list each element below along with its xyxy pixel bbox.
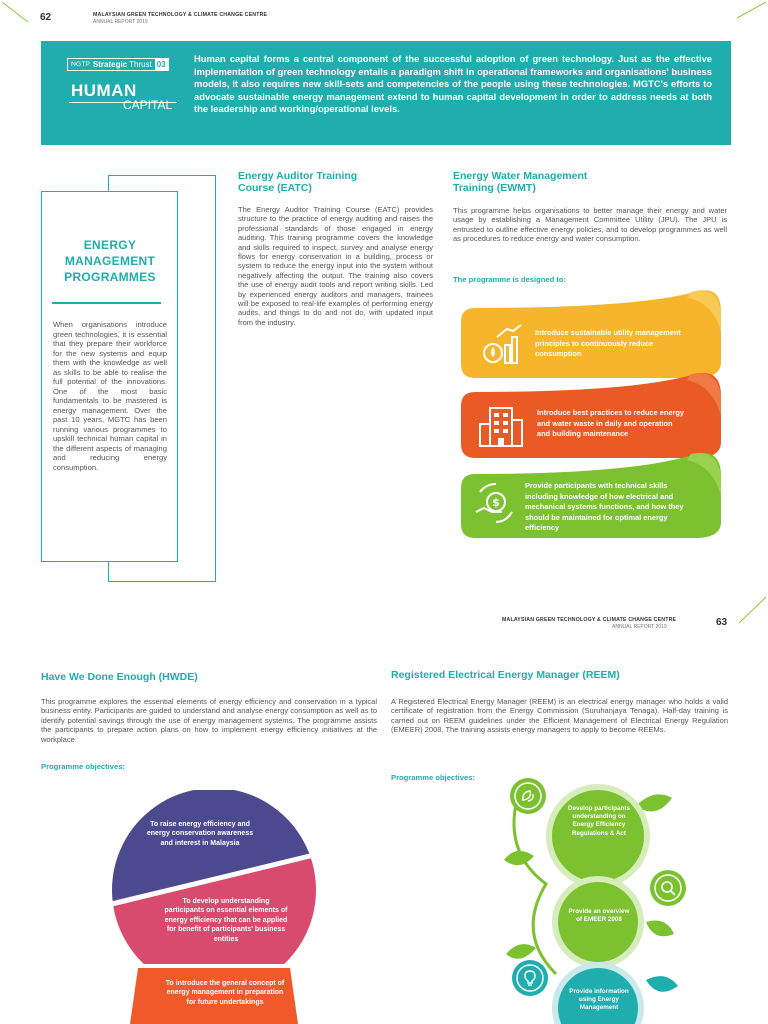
ewmt-title-line1: Energy Water Management (453, 170, 588, 182)
hwde-text: This programme explores the essential elements of energy efficiency and conservation in a typical business entity. Participants are guided to understand and analyse energy consumption as well as to identify potential savings through the use of energy management systems. The programme assists the participants to prepare action plans on how to implement energy efficiency initiatives at the workplace. (41, 697, 377, 744)
eatc-text: The Energy Auditor Training Course (EATC) provides structure to the practice of energy auditing and raises the professional standards of those engaged in energy auditing. This training programme covers the knowledge and skills required to inspect, survey and analyse energy flows for energy conservation in a building, process or system to reduce the energy input into the system without negatively affecting the output. The training also covers the use of energy audit tools and report writing skills. Led by experienced energy auditors and managers, trainees will be exposed to real-life examples of performing energy audits, and things to do and not do, with updated input from the industry. (238, 205, 433, 327)
badge-number: 03 (156, 60, 166, 69)
hand-money-icon (472, 482, 520, 528)
leaf-cycle-icon (518, 786, 538, 806)
em-title-line3: PROGRAMMES (64, 270, 156, 284)
page-number-left: 62 (40, 12, 52, 23)
magnifier-icon (659, 879, 677, 897)
bulb-objective-1: To raise energy efficiency and energy conservation awareness and interest in Malaysia (146, 821, 254, 847)
header-subtitle-left: ANNUAL REPORT 2019 (93, 19, 148, 25)
energy-management-text: When organisations introduce green technologies, it is essential that they prepare their workforce for the new systems and equip them with the knowledge as well as skills to be able to realise the full potential of the innovations. One of the most basic fundamentals to be mastered is energy management. Over the past 10 years, MGTC has been running various programmes to upskill technical human capital in the different aspects of managing and reducing energy consumption. (53, 320, 167, 472)
bulb-objective-3: To introduce the general concept of energy management in preparation for future undertakings (165, 980, 285, 1006)
corner-decoration-mid (735, 595, 768, 625)
banner-title-capital: CAPITAL (123, 98, 173, 112)
reem-objective-1: Develop participants understanding on Energy Efficiency Regulations & Act (568, 805, 630, 837)
badge-strategic: Strategic (92, 60, 128, 69)
badge-thrust: Thrust (129, 60, 152, 69)
box-right-rule (215, 175, 216, 582)
ewmt-heading (453, 170, 713, 194)
eatc-title-line1: Energy Auditor Training (238, 170, 358, 182)
ewmt-title-line2: Training (EWMT) (453, 182, 536, 194)
strategic-thrust-badge (67, 58, 169, 71)
reem-objectives-label: Programme objectives: (391, 773, 475, 782)
ewmt-text: This programme helps organisations to better manage their energy and water usage by establishing a Management Committee Utility (JPU). The JPU is entrusted to outline effective energy policies, and to develop programmes as well as procedures to reduce energy and water consumption. (453, 206, 727, 244)
ribbon-1-text: Introduce sustainable utility management principles to continuously reduce consumption (535, 328, 681, 358)
header-subtitle-right: ANNUAL REPORT 2019 (612, 624, 667, 630)
energy-management-title (52, 237, 168, 285)
header-title-right: MALAYSIAN GREEN TECHNOLOGY & CLIMATE CHANGE CENTRE (502, 617, 677, 623)
box-left-rule-bottom (108, 562, 109, 582)
hwde-objectives-label: Programme objectives: (41, 762, 125, 771)
energy-management-rule (52, 302, 161, 304)
box-top-rule (108, 175, 216, 176)
ewmt-designed-label: The programme is designed to: (453, 275, 567, 284)
page-number-right: 63 (716, 617, 728, 628)
utility-chart-icon (479, 323, 525, 367)
corner-decoration (0, 0, 32, 26)
human-capital-banner (41, 41, 731, 145)
bulb-idea-icon (520, 968, 540, 988)
badge-ngtp: NGTP (71, 61, 90, 68)
eatc-title-line2: Course (EATC) (238, 182, 312, 194)
bulb-objective-2: To develop understanding participants on essential elements of energy efficiency that can be applied for benefit of participants' business entities (164, 898, 288, 943)
box-bottom-rule (108, 581, 216, 582)
corner-decoration-right (735, 0, 768, 20)
ribbon-2-text: Introduce best practices to reduce energy and water waste in daily and operation and building maintenance (537, 408, 685, 438)
reem-text: A Registered Electrical Energy Manager (REEM) is an electrical energy manager who holds a valid certificate of registration from the Energy Commission (Suruhanjaya Tenaga). Half-day training is carried out on REEM guidelines under the Efficient Management of Electrical Energy Regulation (EMEER) 2008. The training assists energy managers to apply to become REEMs. (391, 697, 728, 735)
svg-text:$: $ (492, 496, 500, 509)
hwde-heading: Have We Done Enough (HWDE) (41, 671, 198, 683)
building-icon (476, 402, 528, 450)
box-left-rule (108, 175, 109, 191)
reem-objective-2: Provide an overview of EMEER 2008 (568, 908, 630, 924)
banner-intro-text: Human capital forms a central component of the successful adoption of green technology. Just as the effective implementation of green technology entails a paradigm shift in operational frameworks and organisations' business models, it also requires new skill-sets and competencies of the people using these technologies. MGTC's efforts to advocate sustainable energy management extend to human capital development in order to address needs at both the leadership and working/operational levels. (194, 53, 712, 115)
reem-objective-3: Provide information using Energy Management (569, 988, 629, 1012)
banner-title-human: HUMAN (71, 81, 137, 100)
em-title-line2: MANAGEMENT (64, 254, 156, 268)
eatc-heading (238, 170, 438, 194)
reem-heading: Registered Electrical Energy Manager (REEM) (391, 669, 620, 681)
ribbon-3-text: Provide participants with technical skills including knowledge of how electrical and mechanical systems functions, and how they should be maintained for optimal energy efficiency (525, 481, 684, 532)
header-title-left: MALAYSIAN GREEN TECHNOLOGY & CLIMATE CHANGE CENTRE (93, 12, 268, 18)
em-title-line1: ENERGY (83, 238, 137, 252)
